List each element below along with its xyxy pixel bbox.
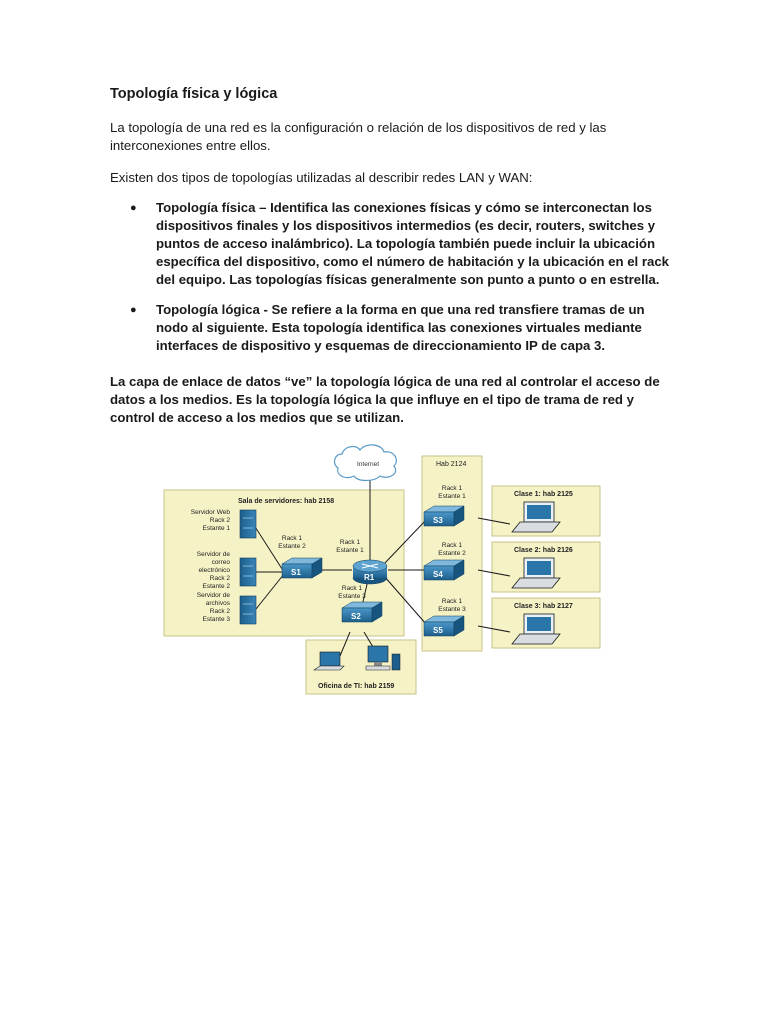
web-server-icon bbox=[240, 510, 256, 538]
server-room-title: Sala de servidores: hab 2158 bbox=[238, 498, 335, 505]
svg-text:Servidor WebRack 2Estante 1: Servidor Web Rack 2 Estante 1 bbox=[190, 509, 230, 532]
svg-text:Rack 1Estante 3: Rack 1 Estante 3 bbox=[338, 585, 366, 600]
svg-text:Rack 1Estante 2: Rack 1 Estante 2 bbox=[438, 542, 466, 557]
svg-text:Rack 1Estante 3: Rack 1 Estante 3 bbox=[438, 598, 466, 613]
hab-room-title: Hab 2124 bbox=[436, 461, 467, 468]
bullet-text-logical: - Se refiere a la forma en que una red transfiere tramas de un nodo al siguiente. Esta topología identifica las conexiones virtuales mediante interfaces de dispositivo y esquemas de direccionamiento IP de capa 3. bbox=[156, 302, 645, 353]
s2-label: S2 bbox=[351, 612, 361, 621]
list-item bbox=[110, 301, 670, 355]
switch-s2-icon bbox=[342, 602, 382, 622]
r1-label: R1 bbox=[364, 573, 375, 582]
class-2-title: Clase 2: hab 2126 bbox=[514, 547, 573, 554]
class-3-title: Clase 3: hab 2127 bbox=[514, 603, 573, 610]
svg-text:Rack 1Estante 2: Rack 1 Estante 2 bbox=[278, 535, 306, 550]
s4-label: S4 bbox=[433, 570, 443, 579]
s1-label: S1 bbox=[291, 568, 301, 577]
bullet-icon: ● bbox=[130, 304, 137, 316]
switch-s5-icon bbox=[424, 616, 464, 636]
intro-paragraph: La topología de una red es la configuración o relación de los dispositivos de red y las interconexiones entre ellos. bbox=[110, 120, 607, 153]
closing-paragraph: La capa de enlace de datos “ve” la topología lógica de una red al controlar el acceso de datos a los medios. Es la topología lógica la que influye en el tipo de trama de red y control de acceso a los medios que se utilizan. bbox=[110, 374, 660, 425]
bullet-text-physical: – Identifica las conexiones físicas y cómo se interconectan los dispositivos finales y los dispositivos intermedios (es decir, routers, switches y puntos de acceso inalámbrico). La topología también puede incluir la ubicación específica del dispositivo, como el número de habitación y la ubicación en el rack del equipo. Las topologías físicas generalmente son punto a punto o en estrella. bbox=[156, 200, 670, 287]
network-topology-diagram bbox=[160, 440, 610, 698]
svg-text:Servidor decorreoelectrónicoRa: Servidor de correo electrónico Rack 2 Estante 2 bbox=[196, 551, 230, 590]
bullet-icon: ● bbox=[130, 202, 137, 214]
s3-label: S3 bbox=[433, 516, 443, 525]
internet-label: Internet bbox=[357, 461, 380, 468]
bullet-term-physical: Topología física bbox=[156, 200, 256, 215]
types-intro-paragraph: Existen dos tipos de topologías utilizadas al describir redes LAN y WAN: bbox=[110, 170, 533, 185]
topology-types-list bbox=[110, 199, 670, 367]
switch-s1-icon bbox=[282, 558, 322, 578]
switch-s3-icon bbox=[424, 506, 464, 526]
svg-text:Rack 1Estante 1: Rack 1 Estante 1 bbox=[438, 485, 466, 500]
file-server-icon bbox=[240, 596, 256, 624]
internet-cloud-icon bbox=[335, 445, 397, 481]
page-title: Topología física y lógica bbox=[110, 86, 278, 102]
list-item bbox=[110, 199, 670, 289]
s5-label: S5 bbox=[433, 626, 443, 635]
bullet-term-logical: Topología lógica bbox=[156, 302, 260, 317]
svg-text:Rack 1Estante 1: Rack 1 Estante 1 bbox=[336, 539, 364, 554]
it-office-title: Oficina de TI: hab 2159 bbox=[318, 683, 395, 690]
mail-server-icon bbox=[240, 558, 256, 586]
switch-s4-icon bbox=[424, 560, 464, 580]
class-1-title: Clase 1: hab 2125 bbox=[514, 491, 573, 498]
router-r1-icon bbox=[353, 560, 387, 584]
svg-text:Servidor dearchivosRack 2Estan: Servidor de archivos Rack 2 Estante 3 bbox=[196, 592, 230, 623]
